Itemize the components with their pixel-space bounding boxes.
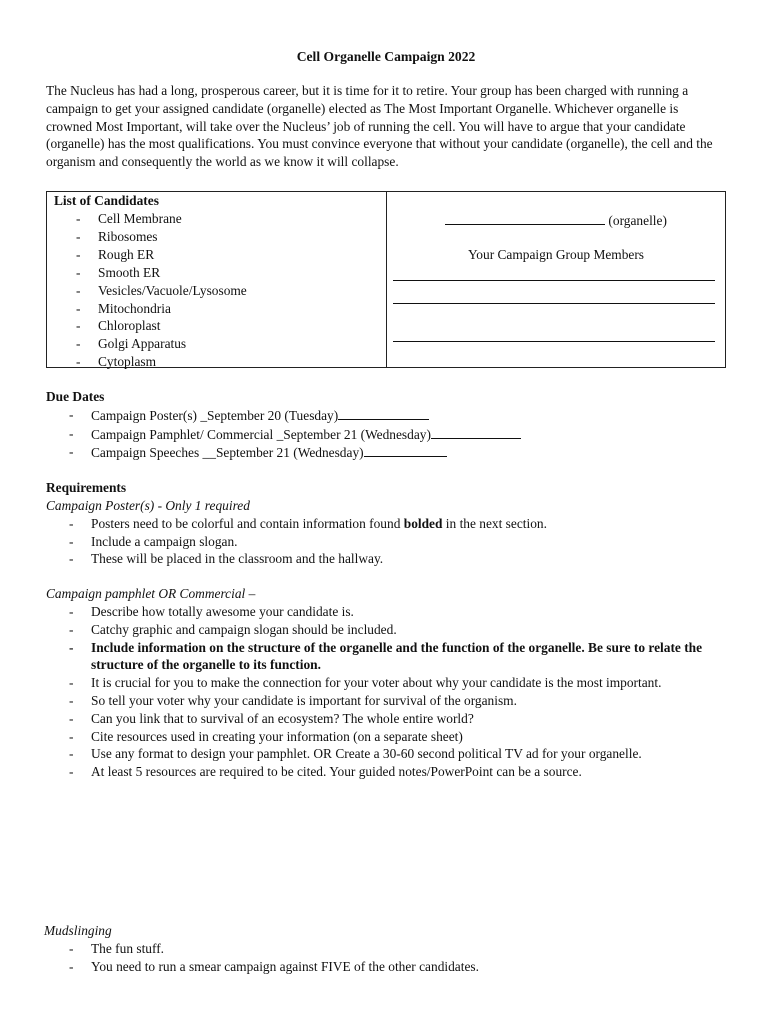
list-item: - Golgi Apparatus	[54, 335, 386, 353]
members-label: Your Campaign Group Members	[467, 246, 645, 262]
document-title: Cell Organelle Campaign 2022	[296, 49, 476, 64]
member-line-3[interactable]	[393, 341, 715, 342]
document-page	[44, 48, 726, 974]
list-item: - Posters need to be colorful and contain information found bolded in the next section.	[46, 515, 726, 533]
list-item: - Vesicles/Vacuole/Lysosome	[54, 282, 386, 300]
member-line-1[interactable]	[393, 280, 715, 281]
due-dates-list	[46, 406, 726, 462]
list-item: - These will be placed in the classroom and the hallway.	[46, 550, 726, 568]
due-dates-heading: Due Dates	[46, 388, 105, 404]
requirements-heading: Requirements	[46, 480, 127, 496]
list-item: - It is crucial for you to make the connection for your voter about why your candidate is the most important.	[46, 674, 726, 692]
list-item: - Smooth ER	[54, 264, 386, 282]
mudslinging-list	[46, 940, 726, 976]
list-item: - At least 5 resources are required to be cited. Your guided notes/PowerPoint can be a source.	[46, 763, 726, 781]
member-line-2[interactable]	[393, 303, 715, 304]
organelle-label: (organelle)	[608, 212, 667, 228]
list-item: - Use any format to design your pamphlet. OR Create a 30-60 second political TV ad for your organelle.	[46, 745, 726, 763]
candidates-list-cell	[47, 192, 387, 370]
list-item: - Rough ER	[54, 246, 386, 264]
poster-list	[46, 515, 726, 568]
date-blank	[338, 406, 429, 420]
organelle-field	[387, 211, 725, 230]
list-item: - Include a campaign slogan.	[46, 533, 726, 551]
list-item: - Chloroplast	[54, 317, 386, 335]
list-item: - Ribosomes	[54, 228, 386, 246]
list-item: - Catchy graphic and campaign slogan should be included.	[46, 621, 726, 639]
list-item: - Campaign Pamphlet/ Commercial _September 21 (Wednesday)	[46, 425, 726, 444]
list-item: - Cite resources used in creating your information (on a separate sheet)	[46, 728, 726, 746]
list-item: - Campaign Speeches __September 21 (Wednesday)	[46, 443, 726, 462]
list-item: - Campaign Poster(s) _September 20 (Tuesday)	[46, 406, 726, 425]
list-item: - So tell your voter why your candidate is important for survival of the organism.	[46, 692, 726, 710]
list-item: - Cell Membrane	[54, 210, 386, 228]
pamphlet-list	[46, 603, 726, 781]
candidates-table	[46, 191, 726, 368]
list-item: - Describe how totally awesome your candidate is.	[46, 603, 726, 621]
list-item: - You need to run a smear campaign against FIVE of the other candidates.	[46, 958, 726, 976]
list-item: - Include information on the structure of the organelle and the function of the organelle. Be sure to relate the structure of the organelle to its function.	[46, 639, 726, 675]
poster-subheading: Campaign Poster(s) - Only 1 required	[46, 497, 250, 513]
organelle-blank[interactable]	[445, 211, 605, 225]
group-members-cell	[387, 192, 725, 367]
pamphlet-subheading: Campaign pamphlet OR Commercial –	[46, 586, 256, 602]
mudslinging-subheading: Mudslinging	[44, 923, 112, 938]
list-item: - The fun stuff.	[46, 940, 726, 958]
date-blank	[364, 443, 447, 457]
list-item: - Can you link that to survival of an ecosystem? The whole entire world?	[46, 710, 726, 728]
candidates-heading: List of Candidates	[54, 192, 159, 208]
list-item: - Mitochondria	[54, 300, 386, 318]
date-blank	[431, 425, 521, 439]
candidates-list	[54, 210, 386, 371]
intro-paragraph: The Nucleus has had a long, prosperous career, but it is time for it to retire. Your group has been charged with running a campaign to get your assigned candidate (organelle) elected as The Most Important Organelle. Whichever organelle is crowned Most Important, will take over the Nucleus’ job of running the cell. You will have to argue that your candidate (organelle) has the most qualifications. You must convince everyone that without your candidate (organelle), the cell and the organism and consequently the world as we know it will collapse.	[46, 83, 713, 170]
list-item: - Cytoplasm	[54, 353, 386, 371]
